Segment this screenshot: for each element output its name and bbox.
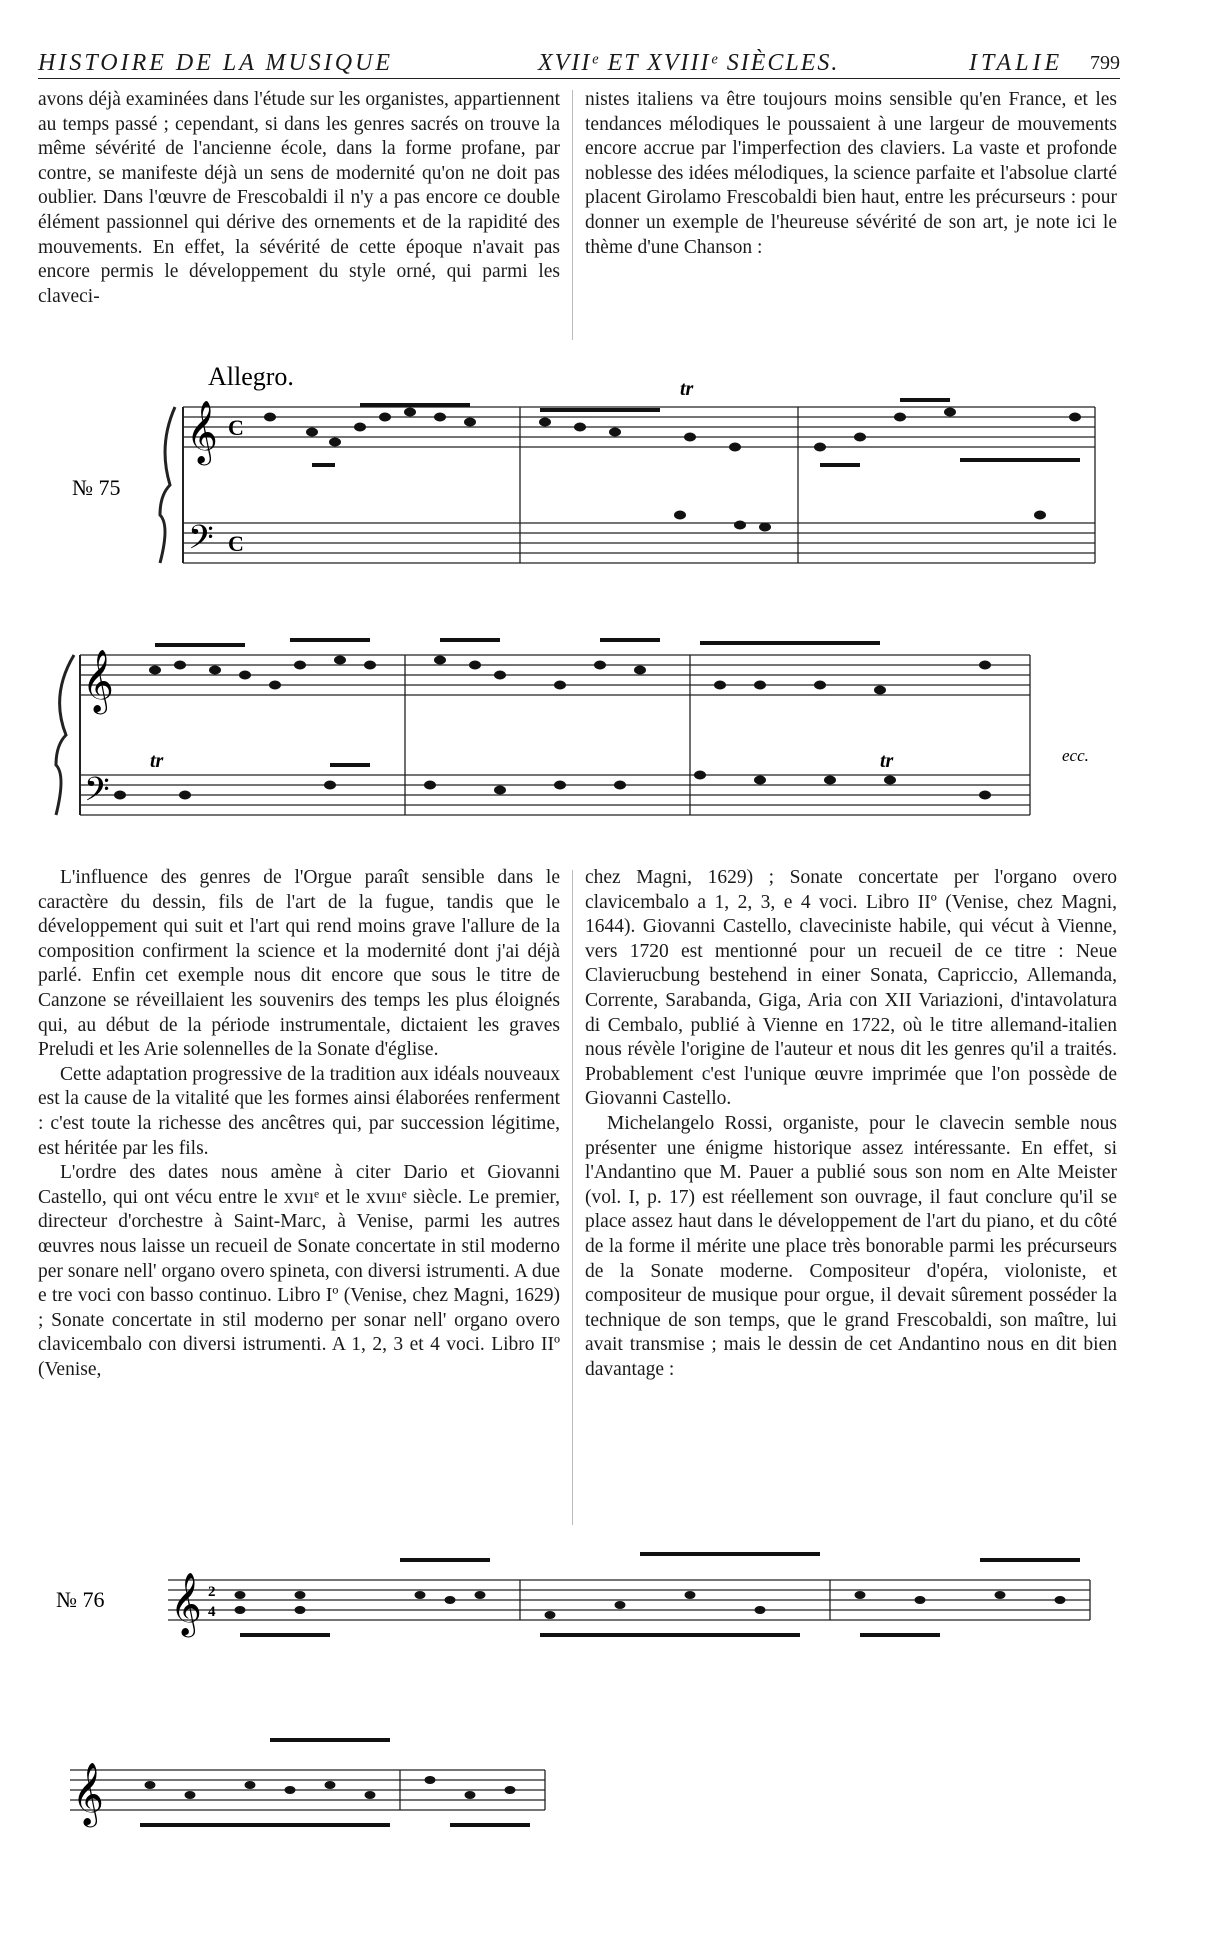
brace	[160, 407, 175, 563]
beams	[140, 1740, 530, 1825]
bass-staff	[183, 523, 1095, 563]
music-example-75	[0, 355, 1224, 855]
section1-right-column	[585, 88, 1117, 260]
header-period: XVIIᵉ ET XVIIIᵉ SIÈCLES.	[538, 50, 840, 76]
treble-staff	[70, 1770, 545, 1810]
time-signature: C	[228, 531, 244, 556]
section2-right-column	[585, 866, 1117, 1382]
section1-left-column	[38, 88, 560, 309]
column-rule	[572, 870, 573, 1525]
section2-left-column	[38, 866, 560, 1382]
time-signature: 2	[208, 1584, 216, 1600]
example-label: № 76	[56, 1587, 105, 1612]
paragraph: nistes italiens va être toujours moins sensible qu'en France, et les tendances mélodiques le poussaient à une largeur de mouvements encore accrue par l'imperfection des claviers. La vaste et profonde noblesse des idées mélodiques, la science parfaite et l'absolue clarté placent Girolamo Frescobaldi bien haut, entre les précurseurs : pour donner un exemple de l'heureuse sévérité de son art, je note ici le thème d'une Chanson :	[585, 89, 1117, 258]
ecc-marking: ecc.	[1062, 746, 1089, 765]
paragraph: Michelangelo Rossi, organiste, pour le clavecin semble nous présenter une énigme historique assez intéressante. En effet, si l'Andantino que M. Pauer a publié sous son nom en Alte Meister (vol. I, p. 17) est réellement son ouvrage, il faut conclure qu'il se place assez haut dans le développement de l'art du piano, et du côté de la forme il mérite une place très bonorable parmi les précurseurs de la Sonate moderne. Compositeur d'opéra, violoniste, et compositeur de musique pour orgue, il devait sûrement posséder la technique de son temps, que le grand Frescobaldi, son maître, lui avait transmise ; mais le dessin de cet Andantino nous en dit bien davantage :	[585, 1112, 1117, 1380]
tempo-marking: Allegro.	[208, 362, 294, 391]
treble-clef-icon: 𝄞	[82, 649, 114, 712]
trill-mark: tr	[150, 750, 164, 772]
page-number: 799	[1090, 52, 1120, 74]
trill-mark: tr	[680, 378, 694, 400]
time-signature: C	[228, 415, 244, 440]
column-rule	[572, 90, 573, 340]
beams	[312, 400, 1080, 465]
paragraph: avons déjà examinées dans l'étude sur les organistes, appartiennent au temps passé ; cependant, si dans les genres sacrés on trouve la même sévérité de l'ancienne école, dans la forme profane, par contre, se manifeste déjà un sens de modernité qu'on ne doit pas oublier. Dans l'œuvre de Frescobaldi il n'y a pas encore ce double élément passionnel qui dérive des ornements et de la rapidité des mouvements. En effet, la sévérité de cette époque n'avait pas encore permis le développement du style orné, qui parmi les claveci-	[38, 89, 560, 307]
bass-clef-icon: 𝄢	[84, 771, 110, 817]
beams	[240, 1554, 1080, 1635]
treble-staff	[183, 407, 1095, 447]
paragraph: L'influence des genres de l'Orgue paraît sensible dans le caractère du dessin, fils de l'art de la fugue, tandis que le développement qui suit et l'art qui rend moins grave l'allure de la composition confirment la science et la modernité dont j'ai déjà parlé. Enfin cet exemple nous dit encore que sous le titre de Canzone se réveillaient les souvenirs des temps les plus éloignés qui, au début de la période instrumentale, dictaient les graves Preludi et les Arie solennelles de la Sonate d'église.	[38, 867, 560, 1061]
paragraph: Cette adaptation progressive de la tradition aux idéals nouveaux est la cause de la vitalité que les formes ainsi élaborées renferment : c'est toute la richesse des ancêtres qui, par succession légitime, est héritée par les fils.	[38, 1063, 560, 1159]
running-header	[38, 48, 1120, 79]
treble-clef-icon: 𝄞	[186, 400, 218, 463]
notes	[264, 408, 1081, 532]
header-country: ITALIE	[969, 50, 1064, 76]
trill-mark: tr	[880, 750, 894, 772]
header-book-title: HISTOIRE DE LA MUSIQUE	[38, 50, 394, 76]
bass-clef-icon: 𝄢	[188, 519, 214, 565]
paragraph: chez Magni, 1629) ; Sonate concertate per l'organo overo clavicembalo a 1, 2, 3, e 4 voci. Libro IIº (Venise, chez Magni, 1644). Giovanni Castello, claveciniste habile, qui vécut à Vienne, vers 1720 est mentionné pour un recueil de ce titre : Neue Clavierucbung bestehend in einer Sonata, Capriccio, Allemanda, Corrente, Sarabanda, Giga, Aria con XII Variazioni, d'intavolatura di Cembalo, publié à Vienne en 1722, où le titre allemand-italien nous révèle l'origine de l'auteur et nous dit les genres qu'il a traités. Probablement c'est l'unique œuvre imprimée que l'on possède de Giovanni Castello.	[585, 867, 1117, 1110]
treble-clef-icon: 𝄞	[72, 1762, 104, 1825]
treble-clef-icon: 𝄞	[170, 1572, 202, 1635]
beams	[155, 640, 880, 765]
treble-staff	[80, 655, 1030, 695]
example-label: № 75	[72, 475, 121, 500]
notes	[114, 656, 991, 800]
brace	[56, 655, 74, 815]
treble-staff	[168, 1580, 1090, 1620]
notes	[235, 1591, 1066, 1619]
time-signature: 4	[208, 1604, 216, 1620]
music-example-76	[0, 1540, 1224, 1870]
paragraph: L'ordre des dates nous amène à citer Dario et Giovanni Castello, qui ont vécu entre le xvııᵉ et le xvıııᵉ siècle. Le premier, directeur d'orchestre à Saint-Marc, à Venise, parmi les autres œuvres nous laisse un recueil de Sonate concertate in stil moderno per sonare nell' organo overo spineta, con diversi istrumenti. A due e tre voci con basso continuo. Libro Iº (Venise, chez Magni, 1629) ; Sonate concertate in stil moderno per sonar nell' organo overo clavicembalo con diversi istrumenti. A 1, 2, 3 et 4 voci. Libro IIº (Venise,	[38, 1162, 560, 1380]
